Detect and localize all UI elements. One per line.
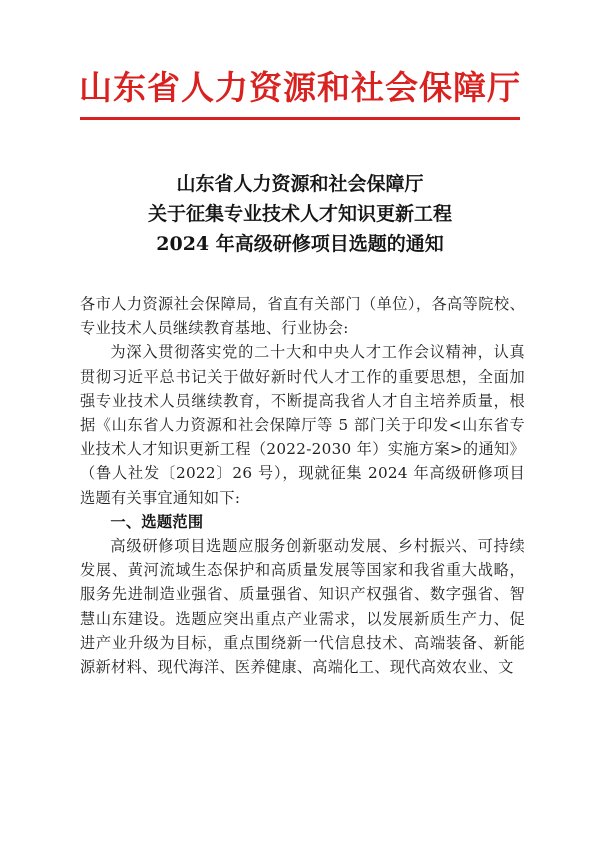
masthead-red-rule	[80, 117, 520, 120]
title-line-3: 2024 年高级研修项目选题的通知	[156, 233, 444, 255]
intro-paragraph: 为深入贯彻落实党的二十大和中央人才工作会议精神，认真贯彻习近平总书记关于做好新时代人才工作的重要思想，全面加强专业技术人员继续教育，不断提高我省人才自主培养质量，根据《山东省人力资源和社会保障厅等 5 部门关于印发<山东省专业技术人才知识更新工程（2022-2030 年）实施方案>的通知》（鲁人社发〔2022〕26 号），现就征集 2024 年高级研修项目选题有关事宜通知如下:	[80, 343, 525, 507]
section-1-heading: 一、选题范围	[110, 512, 204, 531]
document-title	[0, 169, 600, 259]
document-body	[80, 292, 525, 679]
title-line-2: 关于征集专业技术人才知识更新工程	[147, 203, 452, 225]
title-line-1: 山东省人力资源和社会保障厅	[176, 173, 424, 195]
salutation: 各市人力资源社会保障局，省直有关部门（单位），各高等院校、专业技术人员继续教育基地、行业协会:	[80, 295, 525, 338]
masthead-org-name: 山东省人力资源和社会保障厅	[79, 68, 521, 107]
section-1-paragraph: 高级研修项目选题应服务创新驱动发展、乡村振兴、可持续发展、黄河流域生态保护和高质量发展等国家和我省重大战略，服务先进制造业强省、质量强省、知识产权强省、数字强省、智慧山东建设。选题应突出重点产业需求，以发展新质生产力、促进产业升级为目标，重点围绕新一代信息技术、高端装备、新能源新材料、现代海洋、医养健康、高端化工、现代高效农业、文	[80, 537, 525, 677]
